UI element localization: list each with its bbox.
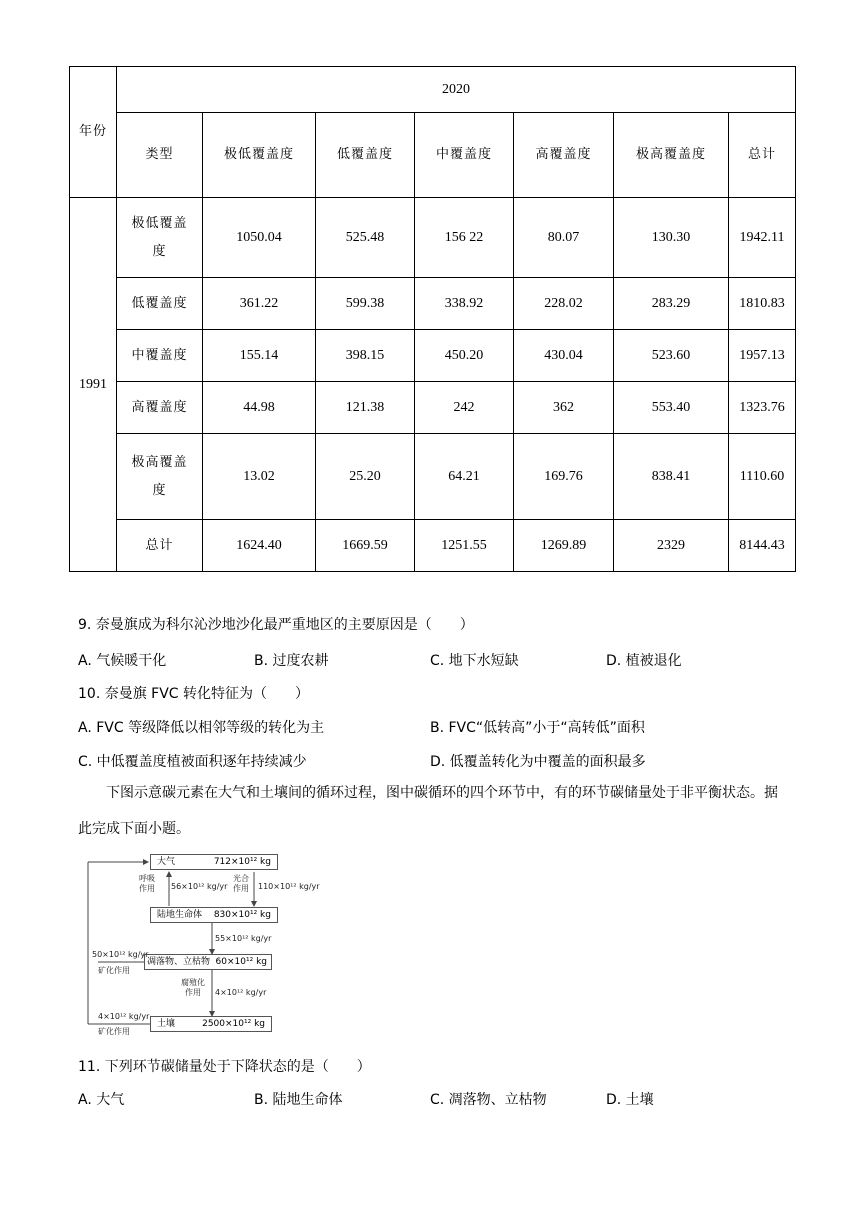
col-header: 高覆盖度 <box>514 113 614 198</box>
soil-box <box>150 1016 272 1032</box>
atmosphere-box <box>150 854 278 870</box>
cell: 25.20 <box>316 434 415 520</box>
cell: 8144.43 <box>729 520 796 572</box>
box-name: 土壤 <box>157 1019 176 1029</box>
row-label: 总计 <box>117 520 203 572</box>
litter-flow: 55×10¹² kg/yr <box>215 934 272 943</box>
box-value: 712×10¹² kg <box>213 857 271 867</box>
cell: 523.60 <box>614 330 729 382</box>
year-2020-header: 2020 <box>117 67 796 113</box>
cell: 169.76 <box>514 434 614 520</box>
cell: 599.38 <box>316 278 415 330</box>
cell: 838.41 <box>614 434 729 520</box>
cell: 450.20 <box>415 330 514 382</box>
box-value: 60×10¹² kg <box>215 957 267 967</box>
intro-paragraph: 下图示意碳元素在大气和土壤间的循环过程，图中碳循环的四个环节中，有的环节碳储量处于非平衡状态。据此完成下面小题。 <box>78 785 778 837</box>
cell: 2329 <box>614 520 729 572</box>
photosynthesis-flow: 110×10¹² kg/yr <box>258 882 320 891</box>
cell: 1050.04 <box>203 198 316 278</box>
question-10-stem: 10. 奈曼旗 FVC 转化特征为（ ） <box>78 686 310 702</box>
cell: 155.14 <box>203 330 316 382</box>
cell: 13.02 <box>203 434 316 520</box>
mineral2-label: 矿化作用 <box>98 1027 130 1036</box>
q10-option-c: C. 中低覆盖度植被面积逐年持续减少 <box>78 754 307 770</box>
col-header: 极低覆盖度 <box>203 113 316 198</box>
table-row <box>70 520 796 572</box>
mineral1-flow: 50×10¹² kg/yr <box>92 950 149 959</box>
cell: 228.02 <box>514 278 614 330</box>
humification-label: 腐殖化作用 <box>181 978 205 997</box>
fvc-transfer-table <box>69 66 796 572</box>
cell: 242 <box>415 382 514 434</box>
cell: 1624.40 <box>203 520 316 572</box>
cell: 430.04 <box>514 330 614 382</box>
box-value: 2500×10¹² kg <box>202 1019 265 1029</box>
q9-option-d: D. 植被退化 <box>606 653 682 669</box>
cell: 525.48 <box>316 198 415 278</box>
carbon-cycle-diagram <box>84 850 324 1036</box>
cell: 1810.83 <box>729 278 796 330</box>
box-name: 陆地生命体 <box>157 910 203 920</box>
cell: 80.07 <box>514 198 614 278</box>
cell: 121.38 <box>316 382 415 434</box>
mineral1-label: 矿化作用 <box>98 966 130 975</box>
col-header: 中覆盖度 <box>415 113 514 198</box>
cell: 1323.76 <box>729 382 796 434</box>
q9-option-c: C. 地下水短缺 <box>430 653 519 669</box>
type-header: 类型 <box>117 113 203 198</box>
q10-option-a: A. FVC 等级降低以相邻等级的转化为主 <box>78 720 325 736</box>
table-row <box>70 434 796 520</box>
diagram-arrows <box>84 850 324 1036</box>
cell: 398.15 <box>316 330 415 382</box>
box-name: 大气 <box>157 857 176 867</box>
row-label: 中覆盖度 <box>117 330 203 382</box>
cell: 553.40 <box>614 382 729 434</box>
cell: 156 22 <box>415 198 514 278</box>
litter-box <box>144 954 272 970</box>
cell: 1669.59 <box>316 520 415 572</box>
q9-option-a: A. 气候暖干化 <box>78 653 167 669</box>
box-name: 凋落物、立枯物 <box>147 957 211 967</box>
terrestrial-life-box <box>150 907 278 923</box>
respiration-flow: 56×10¹² kg/yr <box>171 882 228 891</box>
cell: 130.30 <box>614 198 729 278</box>
cell: 44.98 <box>203 382 316 434</box>
q10-option-d: D. 低覆盖转化为中覆盖的面积最多 <box>430 754 646 770</box>
question-11-stem: 11. 下列环节碳储量处于下降状态的是（ ） <box>78 1059 371 1075</box>
cell: 1251.55 <box>415 520 514 572</box>
cell: 1957.13 <box>729 330 796 382</box>
box-value: 830×10¹² kg <box>213 910 271 920</box>
q9-option-b: B. 过度农耕 <box>254 653 329 669</box>
cell: 283.29 <box>614 278 729 330</box>
col-header: 极高覆盖度 <box>614 113 729 198</box>
table-row <box>70 382 796 434</box>
cell: 64.21 <box>415 434 514 520</box>
row-label: 低覆盖度 <box>117 278 203 330</box>
cell: 1269.89 <box>514 520 614 572</box>
cell: 362 <box>514 382 614 434</box>
cell: 338.92 <box>415 278 514 330</box>
question-9-stem: 9. 奈曼旗成为科尔沁沙地沙化最严重地区的主要原因是（ ） <box>78 617 474 633</box>
row-label: 高覆盖度 <box>117 382 203 434</box>
mineral2-flow: 4×10¹² kg/yr <box>98 1012 150 1021</box>
row-label: 极高覆盖度 <box>117 434 203 520</box>
year-header: 年份 <box>70 67 117 198</box>
table-row <box>70 278 796 330</box>
cell: 1110.60 <box>729 434 796 520</box>
q11-option-a: A. 大气 <box>78 1092 125 1108</box>
humification-flow: 4×10¹² kg/yr <box>215 988 267 997</box>
col-header: 低覆盖度 <box>316 113 415 198</box>
q10-option-b: B. FVC“低转高”小于“高转低”面积 <box>430 720 645 736</box>
q11-option-b: B. 陆地生命体 <box>254 1092 343 1108</box>
photosynthesis-label: 光合作用 <box>233 874 249 893</box>
table-row <box>70 198 796 278</box>
year-1991-label: 1991 <box>70 198 117 572</box>
q11-option-d: D. 土壤 <box>606 1092 654 1108</box>
q11-option-c: C. 凋落物、立枯物 <box>430 1092 547 1108</box>
row-label: 极低覆盖度 <box>117 198 203 278</box>
cell: 361.22 <box>203 278 316 330</box>
table-row <box>70 330 796 382</box>
respiration-label: 呼吸作用 <box>139 874 155 893</box>
col-header: 总计 <box>729 113 796 198</box>
cell: 1942.11 <box>729 198 796 278</box>
